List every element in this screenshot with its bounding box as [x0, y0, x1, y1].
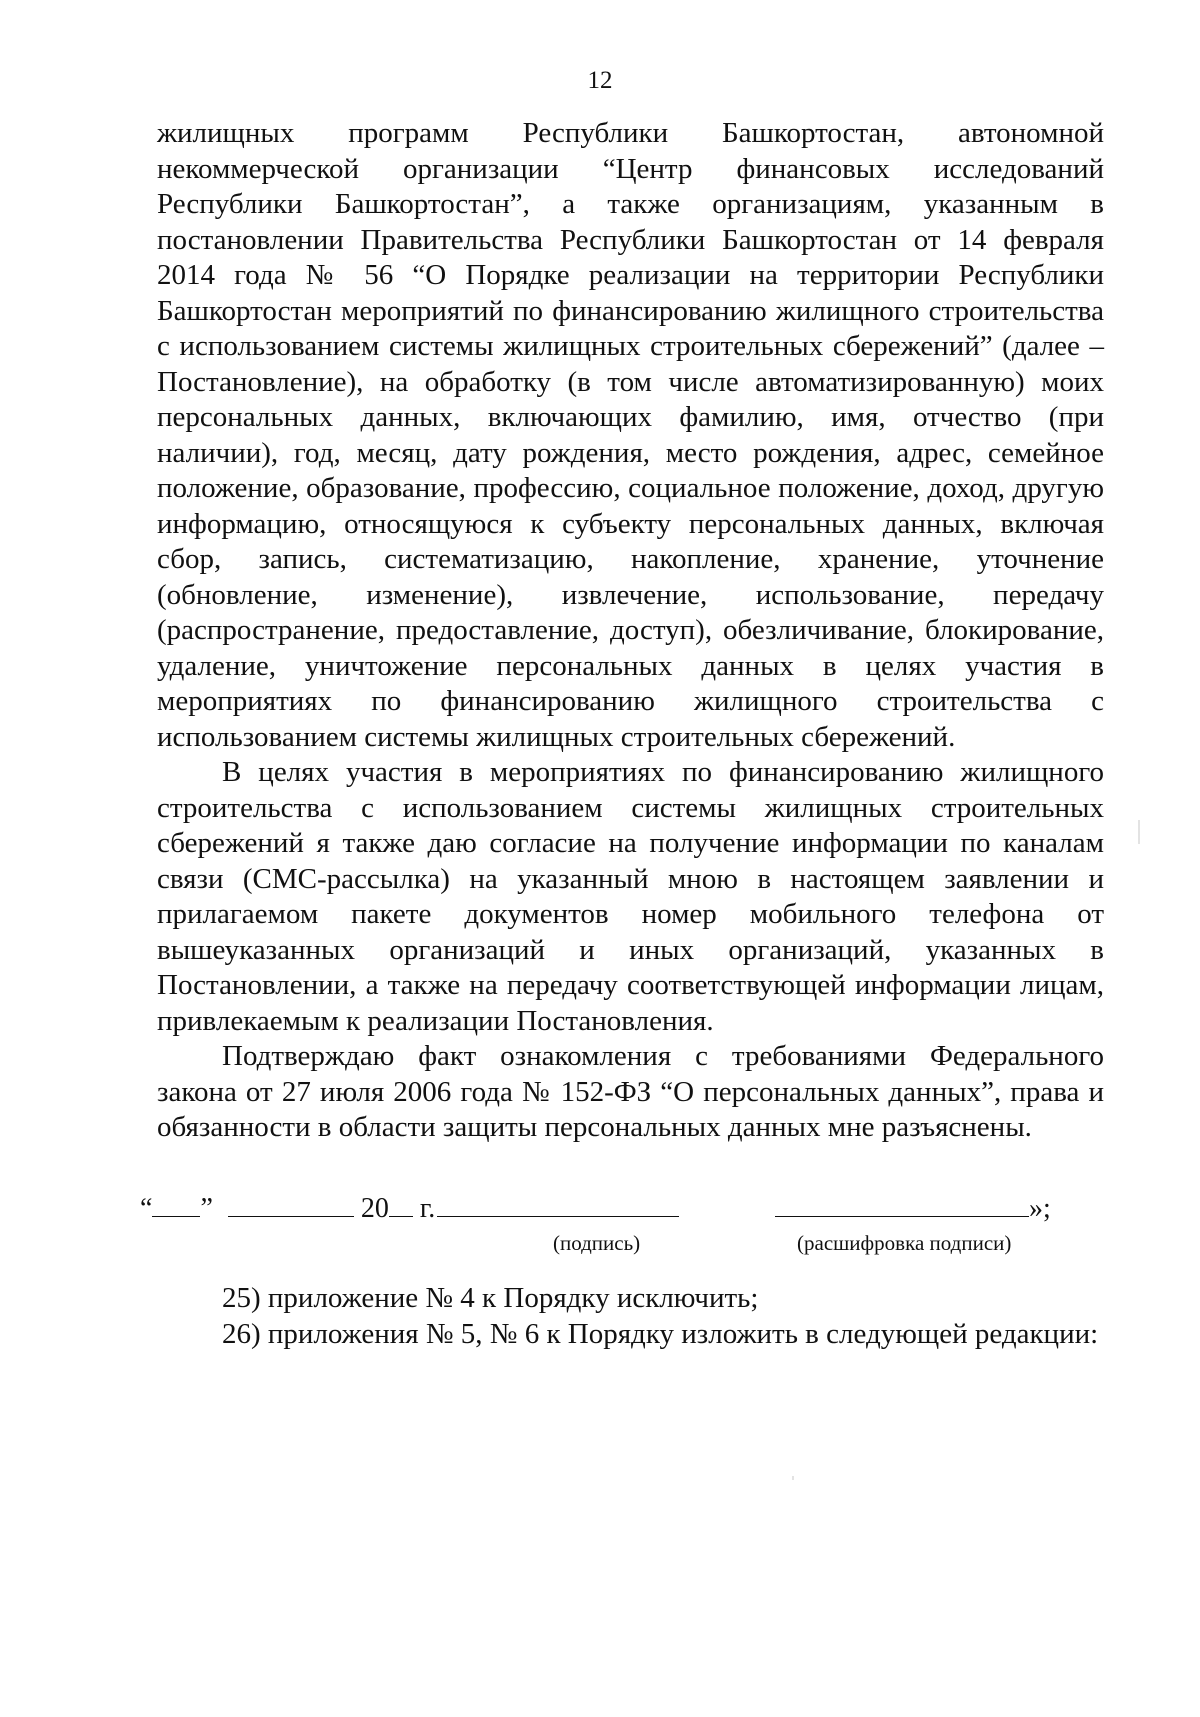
list-item: 25) приложение № 4 к Порядку исключить;	[222, 1282, 759, 1314]
scan-artifact	[792, 1476, 794, 1480]
end-mark: »;	[1029, 1193, 1051, 1224]
list-item: 26) приложения № 5, № 6 к Порядку изложить в следующей редакции:	[222, 1318, 1099, 1350]
page-number: 12	[587, 67, 613, 94]
body-paragraph: В целях участия в мероприятиях по финансированию жилищного строительства с использованием системы жилищных строительных сбережений я также даю согласие на получение информации по каналам связи (СМС-рассылка) на указанный мною в настоящем заявлении и прилагаемом пакете документов номер мобильного телефона от вышеуказанных организаций и иных организаций, указанных в Постановлении, а также на передачу соответствующей информации лицам, привлекаемым к реализации Постановления.	[157, 756, 1104, 1037]
document-body	[157, 116, 1104, 1146]
date-line	[140, 1192, 679, 1226]
scan-artifact	[1138, 820, 1140, 844]
signature-blank	[437, 1192, 679, 1217]
day-blank	[152, 1192, 200, 1217]
body-paragraph: Подтверждаю факт ознакомления с требованиями Федерального закона от 27 июля 2006 года № 152-ФЗ “О персональных данных”, права и обязанности в области защиты персональных данных мне разъяснены.	[157, 1040, 1104, 1143]
signature-block	[140, 1192, 1104, 1262]
close-quote: ”	[200, 1193, 213, 1224]
open-quote: “	[140, 1193, 153, 1224]
decoding-blank	[775, 1192, 1029, 1217]
year-prefix: 20	[360, 1193, 389, 1224]
year-suffix: г.	[419, 1193, 436, 1224]
signature-caption: (подпись)	[553, 1231, 641, 1255]
decoding-line	[775, 1192, 1051, 1226]
amendment-list	[157, 1280, 1104, 1352]
body-paragraph: жилищных программ Республики Башкортостан, автономной некоммерческой организации “Центр финансовых исследований Республики Башкортостан”, а также организациям, указанным в постановлении Правительства Республики Башкортостан от 14 февраля 2014 года № 56 “О Порядке реализации на территории Республики Башкортостан мероприятий по финансированию жилищного строительства с использованием системы жилищных строительных сбережений” (далее – Постановление), на обработку (в том числе автоматизированную) моих персональных данных, включающих фамилию, имя, отчество (при наличии), год, месяц, дату рождения, место рождения, адрес, семейное положение, образование, профессию, социальное положение, доход, другую информацию, относящуюся к субъекту персональных данных, включая сбор, запись, систематизацию, накопление, хранение, уточнение (обновление, изменение), извлечение, использование, передачу (распространение, предоставление, доступ), обезличивание, блокирование, удаление, уничтожение персональных данных в целях участия в мероприятиях по финансированию жилищного строительства с использованием системы жилищных строительных сбережений.	[157, 117, 1104, 753]
month-blank	[228, 1192, 354, 1217]
decoding-caption: (расшифровка подписи)	[797, 1231, 1012, 1255]
year-blank	[389, 1192, 413, 1217]
